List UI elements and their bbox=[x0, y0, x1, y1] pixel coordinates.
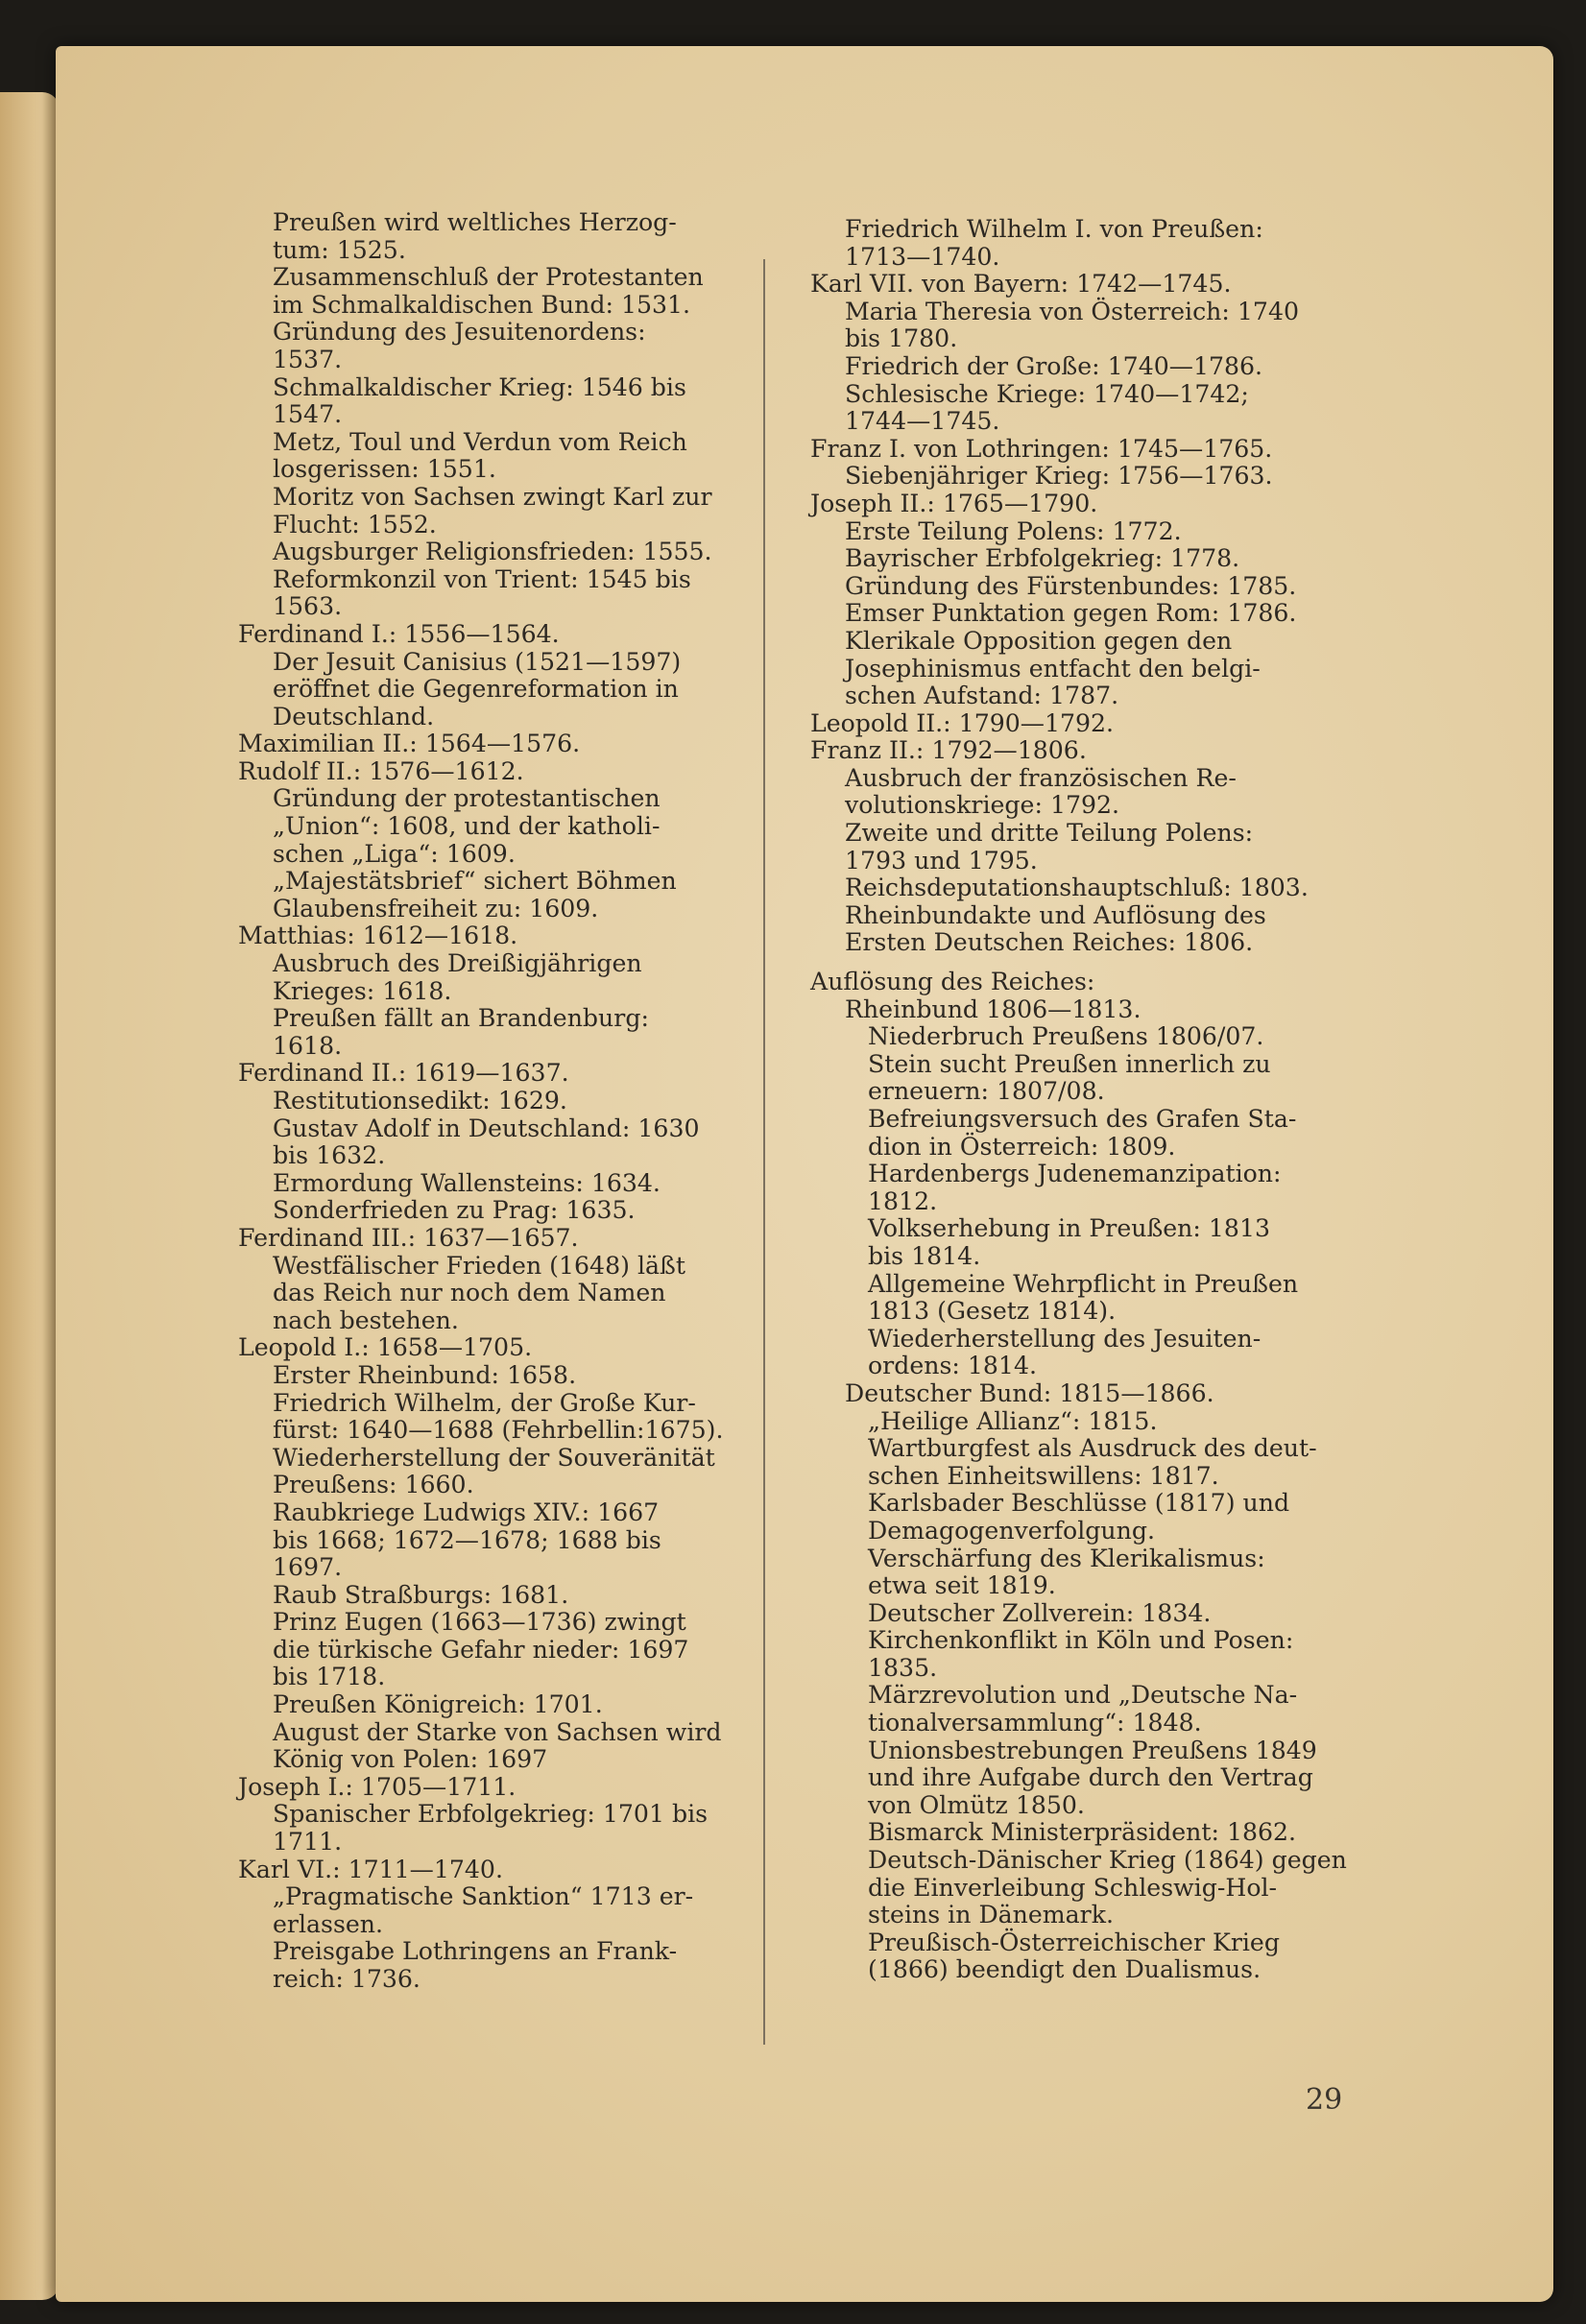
entry-text-line: Stein sucht Preußen innerlich zu bbox=[868, 1049, 1271, 1078]
entry-text-line: die türkische Gefahr nieder: 1697 bbox=[273, 1635, 689, 1664]
entry-text-line: Prinz Eugen (1663—1736) zwingt bbox=[273, 1608, 686, 1637]
entry-heading-line: Auflösung des Reiches: bbox=[810, 968, 1095, 996]
entry-text-line: Märzrevolution und „Deutsche Na- bbox=[868, 1681, 1298, 1710]
entry-text-line: Hardenbergs Judenemanzipation: bbox=[868, 1160, 1282, 1188]
entry-text-line: 1793 und 1795. bbox=[845, 846, 1038, 874]
entry-heading-line: Rudolf II.: 1576—1612. bbox=[238, 756, 524, 785]
entry-text-line: Maria Theresia von Österreich: 1740 bbox=[845, 297, 1299, 325]
entry-text-line: Deutschland. bbox=[273, 702, 435, 731]
entry-text-line: Krieges: 1618. bbox=[273, 976, 452, 1005]
adjacent-page-edge bbox=[0, 92, 60, 2300]
entry-text-line: 1813 (Gesetz 1814). bbox=[868, 1297, 1117, 1326]
entry-text-line: Moritz von Sachsen zwingt Karl zur bbox=[273, 482, 712, 511]
entry-heading-line: Leopold I.: 1658—1705. bbox=[238, 1333, 533, 1362]
entry-text-line: Wiederherstellung der Souveränität bbox=[273, 1443, 715, 1472]
entry-text-line: Rheinbundakte und Auflösung des bbox=[845, 900, 1266, 929]
entry-text-line: Preußen fällt an Brandenburg: bbox=[273, 1004, 649, 1033]
entry-text-line: schen „Liga“: 1609. bbox=[273, 839, 516, 868]
entry-text-line: Restitutionsedikt: 1629. bbox=[273, 1087, 567, 1114]
entry-text-line: Glaubensfreiheit zu: 1609. bbox=[273, 894, 599, 922]
entry-text-line: erneuern: 1807/08. bbox=[868, 1077, 1105, 1106]
entry-text-line: Friedrich der Große: 1740—1786. bbox=[845, 351, 1263, 380]
entry-text-line: Erste Teilung Polens: 1772. bbox=[845, 516, 1182, 545]
entry-heading-line: Franz II.: 1792—1806. bbox=[810, 736, 1087, 765]
page-number: 29 bbox=[1306, 2083, 1343, 2117]
entry-text-line: Niederbruch Preußens 1806/07. bbox=[868, 1022, 1264, 1051]
entry-text-line: ordens: 1814. bbox=[868, 1352, 1037, 1380]
entry-text-line: „Pragmatische Sanktion“ 1713 er- bbox=[273, 1882, 694, 1911]
entry-text-line: Deutscher Zollverein: 1834. bbox=[868, 1598, 1212, 1627]
entry-heading-line: Matthias: 1612—1618. bbox=[238, 922, 518, 950]
entry-text-line: Metz, Toul und Verdun vom Reich bbox=[273, 427, 687, 456]
entry-text-line: losgerissen: 1551. bbox=[273, 455, 496, 484]
entry-text-line: Flucht: 1552. bbox=[273, 510, 437, 539]
entry-text-line: Emser Punktation gegen Rom: 1786. bbox=[845, 599, 1297, 628]
entry-heading-line: Karl VII. von Bayern: 1742—1745. bbox=[810, 270, 1232, 299]
entry-text-line: August der Starke von Sachsen wird bbox=[273, 1717, 722, 1746]
entry-heading-line: Ferdinand III.: 1637—1657. bbox=[238, 1223, 579, 1252]
entry-text-line: Verschärfung des Klerikalismus: bbox=[868, 1544, 1265, 1572]
entry-text-line: Gründung der protestantischen bbox=[273, 784, 661, 813]
entry-text-line: Deutscher Bund: 1815—1866. bbox=[845, 1378, 1214, 1407]
entry-text-line: Zweite und dritte Teilung Polens: bbox=[845, 819, 1254, 848]
entry-text-line: „Heilige Allianz“: 1815. bbox=[868, 1406, 1158, 1435]
entry-text-line: Bismarck Ministerpräsident: 1862. bbox=[868, 1818, 1297, 1847]
entry-text-line: 1711. bbox=[273, 1828, 343, 1857]
entry-heading-line: Franz I. von Lothringen: 1745—1765. bbox=[810, 434, 1273, 463]
entry-text-line: bis 1632. bbox=[273, 1141, 386, 1170]
entry-heading-line: Joseph I.: 1705—1711. bbox=[238, 1772, 517, 1801]
entry-heading-line: Leopold II.: 1790—1792. bbox=[810, 708, 1115, 737]
entry-text-line: Sonderfrieden zu Prag: 1635. bbox=[273, 1196, 636, 1225]
entry-text-line: 1537. bbox=[273, 345, 343, 373]
entry-text-line: steins in Dänemark. bbox=[868, 1901, 1114, 1929]
entry-text-line: Klerikale Opposition gegen den bbox=[845, 626, 1233, 655]
entry-text-line: Karlsbader Beschlüsse (1817) und bbox=[868, 1489, 1290, 1518]
entry-text-line: Wiederherstellung des Jesuiten- bbox=[868, 1324, 1262, 1353]
entry-text-line: Preußisch-Österreichischer Krieg bbox=[868, 1928, 1280, 1956]
entry-text-line: Preußen Königreich: 1701. bbox=[273, 1690, 603, 1719]
entry-text-line: 1713—1740. bbox=[845, 242, 1000, 271]
right-text-column bbox=[810, 216, 1350, 1984]
entry-text-line: 1618. bbox=[273, 1031, 343, 1060]
entry-text-line: Westfälischer Frieden (1648) läßt bbox=[273, 1251, 685, 1280]
entry-heading-line: Ferdinand I.: 1556—1564. bbox=[238, 619, 560, 648]
entry-heading-line: Karl VI.: 1711—1740. bbox=[238, 1855, 503, 1883]
entry-text-line: Allgemeine Wehrpflicht in Preußen bbox=[868, 1269, 1299, 1298]
entry-text-line: Gustav Adolf in Deutschland: 1630 bbox=[273, 1114, 700, 1142]
entry-text-line: Gründung des Jesuitenordens: bbox=[273, 318, 646, 347]
entry-text-line: Friedrich Wilhelm I. von Preußen: bbox=[845, 215, 1263, 243]
entry-text-line: Demagogenverfolgung. bbox=[868, 1516, 1155, 1545]
entry-text-line: Schmalkaldischer Krieg: 1546 bis bbox=[273, 372, 686, 401]
entry-text-line: von Olmütz 1850. bbox=[868, 1790, 1085, 1819]
entry-text-line: Augsburger Religionsfrieden: 1555. bbox=[273, 538, 712, 566]
entry-text-line: Ersten Deutschen Reiches: 1806. bbox=[845, 928, 1254, 957]
entry-text-line: 1563. bbox=[273, 592, 343, 621]
column-divider bbox=[763, 259, 765, 2045]
entry-text-line: Raubkriege Ludwigs XIV.: 1667 bbox=[273, 1497, 660, 1526]
entry-text-line: Unionsbestrebungen Preußens 1849 bbox=[868, 1736, 1317, 1764]
entry-text-line: schen Aufstand: 1787. bbox=[845, 682, 1119, 710]
entry-text-line: tum: 1525. bbox=[273, 235, 406, 264]
entry-text-line: bis 1718. bbox=[273, 1663, 386, 1691]
entry-text-line: bis 1814. bbox=[868, 1241, 981, 1270]
entry-text-line: Schlesische Kriege: 1740—1742; bbox=[845, 379, 1249, 408]
entry-text-line: im Schmalkaldischen Bund: 1531. bbox=[273, 290, 691, 319]
entry-text-line: Preußens: 1660. bbox=[273, 1471, 474, 1499]
entry-text-line: Erster Rheinbund: 1658. bbox=[273, 1360, 577, 1389]
entry-text-line: Bayrischer Erbfolgekrieg: 1778. bbox=[845, 544, 1240, 573]
entry-text-line: fürst: 1640—1688 (Fehrbellin:1675). bbox=[273, 1416, 724, 1445]
entry-text-line: Gründung des Fürstenbundes: 1785. bbox=[845, 571, 1297, 600]
entry-text-line: „Union“: 1608, und der katholi- bbox=[273, 812, 661, 841]
entry-heading-line: Maximilian II.: 1564—1576. bbox=[238, 730, 581, 758]
entry-text-line: Zusammenschluß der Protestanten bbox=[273, 263, 704, 292]
entry-text-line: und ihre Aufgabe durch den Vertrag bbox=[868, 1763, 1313, 1792]
entry-text-line: bis 1668; 1672—1678; 1688 bis bbox=[273, 1525, 661, 1554]
entry-text-line: Rheinbund 1806—1813. bbox=[845, 994, 1141, 1023]
entry-text-line: Spanischer Erbfolgekrieg: 1701 bis bbox=[273, 1800, 709, 1829]
entry-text-line: Ermordung Wallensteins: 1634. bbox=[273, 1168, 661, 1197]
entry-text-line: das Reich nur noch dem Namen bbox=[273, 1279, 666, 1307]
entry-text-line: 1744—1745. bbox=[845, 407, 1000, 436]
entry-text-line: Josephinismus entfacht den belgi- bbox=[845, 654, 1261, 683]
entry-text-line: (1866) beendigt den Dualismus. bbox=[868, 1955, 1262, 1984]
entry-text-line: Siebenjähriger Krieg: 1756—1763. bbox=[845, 462, 1273, 491]
left-text-column bbox=[238, 209, 764, 1994]
entry-text-line: etwa seit 1819. bbox=[868, 1571, 1056, 1600]
entry-text-line: Kirchenkonflikt in Köln und Posen: bbox=[868, 1626, 1294, 1655]
entry-text-line: schen Einheitswillens: 1817. bbox=[868, 1461, 1219, 1490]
entry-text-line: Reichsdeputationshauptschluß: 1803. bbox=[845, 874, 1309, 902]
entry-text-line: erlassen. bbox=[273, 1909, 384, 1938]
entry-text-line: eröffnet die Gegenreformation in bbox=[273, 675, 679, 704]
entry-heading-line: Ferdinand II.: 1619—1637. bbox=[238, 1059, 569, 1088]
entry-text-line: König von Polen: 1697 bbox=[273, 1745, 548, 1774]
entry-text-line: bis 1780. bbox=[845, 324, 958, 353]
entry-text-line: Reformkonzil von Trient: 1545 bis bbox=[273, 564, 691, 593]
entry-text-line: die Einverleibung Schleswig-Hol- bbox=[868, 1873, 1278, 1902]
entry-text-line: nach bestehen. bbox=[273, 1306, 459, 1334]
entry-text-line: Friedrich Wilhelm, der Große Kur- bbox=[273, 1388, 696, 1417]
entry-text-line: reich: 1736. bbox=[273, 1965, 421, 1993]
entry-text-line: tionalversammlung“: 1848. bbox=[868, 1709, 1202, 1737]
entry-text-line: Preußen wird weltliches Herzog- bbox=[273, 208, 677, 236]
entry-text-line: Wartburgfest als Ausdruck des deut- bbox=[868, 1434, 1317, 1463]
entry-text-line: Volkserhebung in Preußen: 1813 bbox=[868, 1214, 1270, 1243]
entry-text-line: 1835. bbox=[868, 1653, 938, 1682]
entry-text-line: Ausbruch des Dreißigjährigen bbox=[273, 949, 642, 978]
entry-text-line: Deutsch-Dänischer Krieg (1864) gegen bbox=[868, 1846, 1347, 1875]
entry-text-line: dion in Österreich: 1809. bbox=[868, 1132, 1176, 1161]
entry-text-line: 1547. bbox=[273, 400, 343, 429]
entry-text-line: volutionskriege: 1792. bbox=[845, 791, 1120, 820]
entry-heading-line: Joseph II.: 1765—1790. bbox=[810, 489, 1098, 517]
entry-text-line: „Majestätsbrief“ sichert Böhmen bbox=[273, 867, 677, 896]
entry-text-line: 1697. bbox=[273, 1553, 343, 1582]
entry-text-line: Ausbruch der französischen Re- bbox=[845, 763, 1237, 792]
entry-text-line: Raub Straßburgs: 1681. bbox=[273, 1580, 569, 1609]
entry-text-line: 1812. bbox=[868, 1186, 938, 1215]
entry-text-line: Befreiungsversuch des Grafen Sta- bbox=[868, 1105, 1297, 1133]
entry-text-line: Preisgabe Lothringens an Frank- bbox=[273, 1937, 678, 1966]
entry-text-line: Der Jesuit Canisius (1521—1597) bbox=[273, 647, 682, 676]
book-page bbox=[56, 46, 1553, 2302]
